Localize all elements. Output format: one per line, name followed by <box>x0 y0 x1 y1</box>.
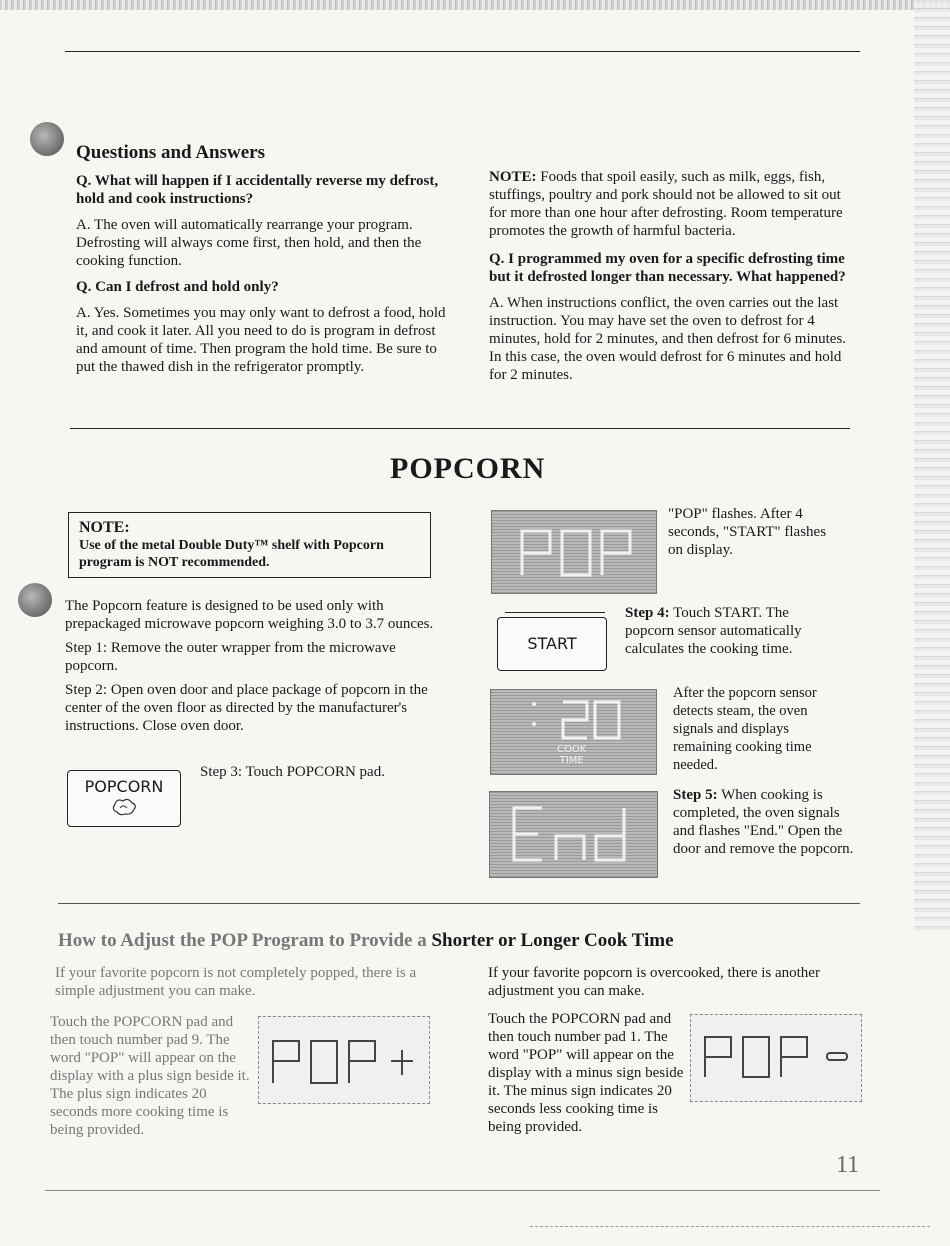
display-end <box>489 791 658 878</box>
display-pop-minus <box>690 1014 862 1102</box>
popcorn-pad-label: POPCORN <box>84 777 164 796</box>
binder-hole-icon <box>18 583 52 617</box>
step-1-label: Step 1 <box>65 640 103 656</box>
popcorn-icon <box>109 796 139 818</box>
step-2 <box>65 681 440 735</box>
popcorn-pad-button[interactable] <box>67 770 181 827</box>
step-2-text: : Open oven door and place package of popcorn in the center of the oven floor as directed by the manufacturer's instructions. Close oven door. <box>65 682 428 734</box>
start-pad-topline <box>505 612 605 613</box>
step-5-label: Step 5: <box>673 787 718 803</box>
step-1 <box>65 639 440 675</box>
defrost-note-label: NOTE: <box>489 169 537 185</box>
answer-1: A. The oven will automatically rearrange your program. Defrosting will always come first, then hold, and then the cooking function. <box>76 217 422 269</box>
cook-time-indicator <box>557 744 586 766</box>
defrost-note <box>489 168 854 240</box>
step-4 <box>625 604 830 658</box>
answer-3: A. When instructions conflict, the oven carries out the last instruction. You may have set the oven to defrost for 4 minutes, hold for 2 minutes, and then defrost for 6 minutes. In this case, the oven would defrost for 6 minutes and hold for 2 minutes. <box>489 295 847 383</box>
question-3: Q. I programmed my oven for a specific defrosting time but it defrosted longer than necessary. What happened? <box>489 251 846 285</box>
adjust-left-steps: Touch the POPCORN pad and then touch number pad 9. The word "POP" will appear on the display with a plus sign beside it. The plus sign indicates 20 seconds more cooking time is being provided. <box>50 1014 250 1138</box>
sensor-caption: After the popcorn sensor detects steam, the oven signals and displays remaining cooking time needed. <box>673 685 817 773</box>
adjust-heading <box>58 930 674 952</box>
step-2-label: Step 2 <box>65 682 103 698</box>
bottom-rule <box>45 1190 880 1191</box>
step-3 <box>200 763 385 781</box>
answer-2: A. Yes. Sometimes you may only want to defrost a food, hold it, and cook it later. All you need to do is program in defrost and amount of time. Then program the hold time. Be sure to put the thawed dish in the refrigerator promptly. <box>76 305 446 375</box>
qa-heading: Questions and Answers <box>76 142 265 163</box>
question-1: Q. What will happen if I accidentally reverse my defrost, hold and cook instructions? <box>76 173 439 207</box>
page-number: 11 <box>836 1152 860 1178</box>
cook-time-label-top: COOK <box>557 744 587 755</box>
scan-edge-top <box>0 0 950 10</box>
popcorn-note-text: Use of the metal Double Duty™ shelf with Popcorn program is NOT recommended. <box>79 538 384 570</box>
adjust-left-intro: If your favorite popcorn is not completely popped, there is a simple adjustment you can make. <box>55 965 417 999</box>
step-3-text: : Touch POPCORN pad. <box>237 764 385 780</box>
adjust-right-steps: Touch the POPCORN pad and then touch number pad 1. The word "POP" will appear on the display with a minus sign beside it. The minus sign indicates 20 seconds less cooking time is being provided. <box>488 1011 684 1135</box>
question-2: Q. Can I defrost and hold only? <box>76 279 279 295</box>
popcorn-intro: The Popcorn feature is designed to be used only with prepackaged microwave popcorn weighing 3.0 to 3.7 ounces. <box>65 598 434 632</box>
popcorn-note-label: NOTE: <box>79 519 130 536</box>
popcorn-note-box <box>68 512 431 578</box>
qa-right-column <box>489 168 854 384</box>
popcorn-instructions <box>65 597 440 735</box>
display-pop-digits <box>492 511 656 593</box>
step-3-label: Step 3 <box>200 764 238 780</box>
binder-hole-icon <box>30 122 64 156</box>
cook-time-label-bottom: TIME <box>559 755 584 766</box>
popcorn-title: POPCORN <box>390 452 546 485</box>
display-pop-minus-digits <box>691 1015 861 1101</box>
adjust-heading-part2: Shorter or Longer Cook Time <box>426 930 674 951</box>
display-end-digits <box>490 792 657 877</box>
defrost-note-text: Foods that spoil easily, such as milk, eggs, fish, stuffings, poultry and pork should not be allowed to sit out for more than one hour after defrosting. Room temperature promotes the growth of harmful bacteria. <box>489 169 843 239</box>
adjust-heading-part1: How to Adjust the POP Program to Provide a <box>58 930 427 951</box>
adjust-right-intro: If your favorite popcorn is overcooked, there is another adjustment you can make. <box>488 965 820 999</box>
display-pop-plus <box>258 1016 430 1104</box>
step-5 <box>673 786 858 858</box>
top-rule <box>65 51 860 52</box>
section-rule <box>70 428 850 429</box>
start-pad-button[interactable]: START <box>497 617 607 671</box>
pop-caption: "POP" flashes. After 4 seconds, "START" flashes on display. <box>668 506 827 558</box>
bottom-scan-line <box>530 1226 930 1227</box>
step-1-text: : Remove the outer wrapper from the microwave popcorn. <box>65 640 396 674</box>
section-rule-2 <box>58 903 860 904</box>
step-4-text: Touch START. The popcorn sensor automatically calculates the cooking time. <box>625 605 802 657</box>
display-20 <box>490 689 657 775</box>
scan-edge-right <box>914 0 950 930</box>
display-pop-plus-digits <box>259 1017 429 1103</box>
qa-left-column <box>76 172 451 376</box>
display-pop <box>491 510 657 594</box>
step-4-label: Step 4: <box>625 605 670 621</box>
step-5-text: When cooking is completed, the oven signals and flashes "End." Open the door and remove the popcorn. <box>673 787 854 857</box>
